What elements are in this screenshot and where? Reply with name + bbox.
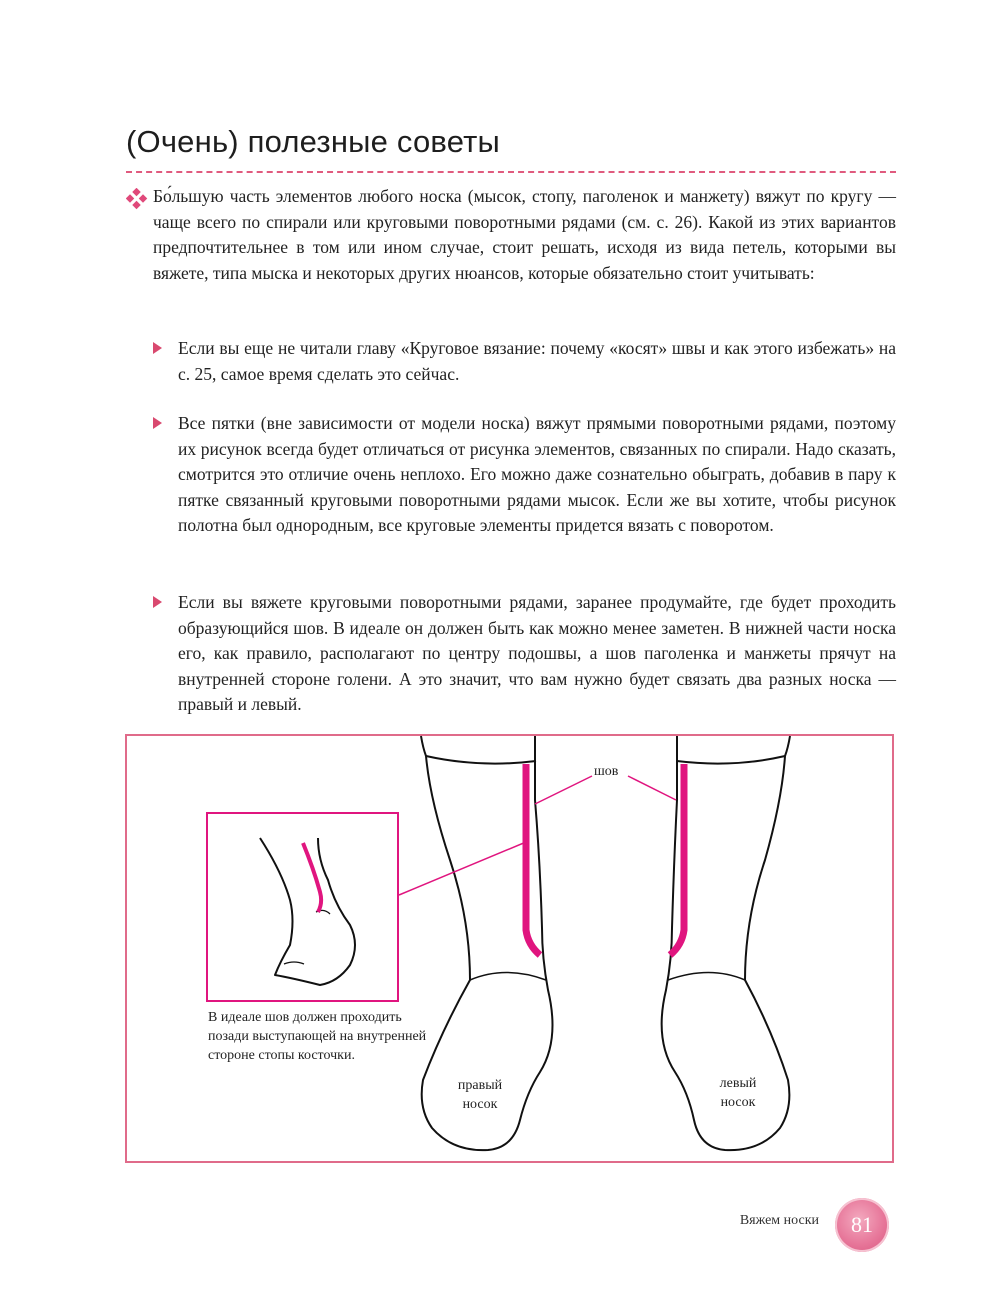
bullet-text: Если вы еще не читали главу «Круговое вязание: почему «косят» швы и как этого избежать» на с. 25, самое время сделать это сейчас. — [178, 338, 896, 384]
seam-right-sock — [526, 764, 540, 955]
lead-paragraph: Бо́льшую часть элементов любого носка (мысок, стопу, паголенок и манжету) вяжут по кругу — чаще всего по спирали или круговыми поворотными рядами (см. с. 26). Какой из этих вариантов предпочтительнее в том или ином случае, стоит решать, исходя из вида петель, которыми вы вяжете, типа мыска и некоторых других нюансов, которые обязательно стоит учитывать: — [153, 186, 896, 283]
page-number: 81 — [851, 1212, 873, 1237]
inset-caption: В идеале шов должен проходить позади выступающей на внутренней стороне стопы косточки. — [208, 1010, 427, 1063]
page-number-badge — [835, 1198, 889, 1252]
bullet-text: Если вы вяжете круговыми поворотными рядами, заранее продумайте, где будет проходить образующийся шов. В идеале он должен быть как можно менее заметен. В нижней части носка его, как правило, располагают по центру подошвы, а шов паголенка и манжеты прячут на внутренней стороне голени. А это значит, что вам нужно будет связать два разных носка — правый и левый. — [178, 592, 896, 714]
right-sock-label: правый носок — [457, 1078, 503, 1112]
seam-label: шов — [594, 764, 619, 779]
inset-box — [207, 813, 398, 1001]
left-sock-label: левый носок — [719, 1076, 757, 1110]
footer-section-title: Вяжем носки — [739, 1213, 819, 1228]
page-title: (Очень) полезные советы — [126, 124, 500, 159]
bullet-text: Все пятки (вне зависимости от модели носка) вяжут прямыми поворотными рядами, поэтому их рисунок всегда будет отличаться от рисунка элементов, связанных по спирали. Надо сказать, смотрится это отличие очень неплохо. Его можно даже сознательно обыграть, добавив в пару к пятке связанный круговыми поворотными рядами мысок. Если же вы хотите, чтобы рисунок полотна был однородным, все круговые элементы придется вязать с поворотом. — [178, 413, 896, 535]
